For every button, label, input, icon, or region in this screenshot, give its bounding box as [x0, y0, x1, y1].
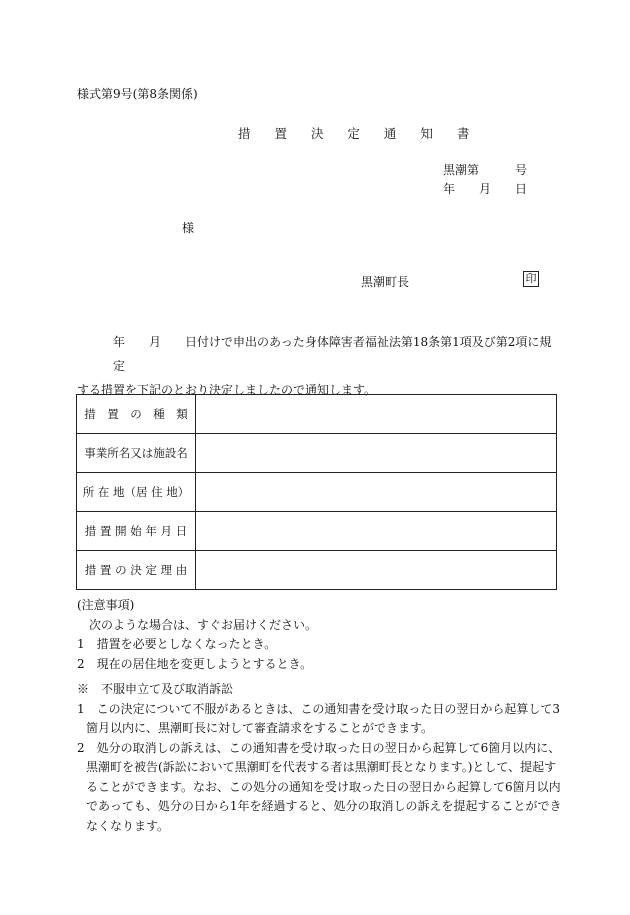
notes-item: 2 現在の居住地を変更しようとするとき。	[77, 656, 313, 671]
notes-intro: 次のような場合は、すぐお届けください。	[89, 617, 318, 632]
appeal-section	[77, 680, 562, 836]
appeal-line: 箇月以内に、黒潮町長に対して審査請求をすることができます。	[86, 721, 434, 735]
appeal-line: 黒潮町を被告(訴訟において黒潮町を代表する者は黒潮町長となります。)として、提起す	[86, 760, 557, 774]
table-row	[77, 551, 557, 590]
appeal-line: 2 処分の取消しの訴えは、この通知書を受け取った日の翌日から起算して6箇月以内に、	[77, 740, 561, 755]
measure-details-table	[76, 394, 557, 590]
table-row	[77, 434, 557, 473]
notes-item: 1 措置を必要としなくなったとき。	[77, 637, 277, 651]
appeal-line: であっても、処分の日から1年を経過すると、処分の取消しの訴えを提起することができ	[86, 799, 562, 813]
notes-heading: (注意事項)	[77, 598, 135, 612]
table-row	[77, 512, 557, 551]
appeal-line: ることができます。なお、この処分の通知を受け取った日の翌日から起算して6箇月以内	[86, 779, 561, 794]
issue-date: 年 月 日	[443, 182, 528, 196]
row-value-start-date	[196, 512, 557, 551]
row-label-measure-type: 措 置 の 種 類	[77, 395, 196, 434]
row-value-facility-name	[196, 434, 557, 473]
reference-number: 黒潮第 号	[443, 163, 528, 177]
row-label-start-date: 措 置 開 始 年 月 日	[77, 512, 196, 551]
row-label-facility-name: 事業所名又は施設名	[77, 434, 196, 473]
document-title: 措 置 決 定 通 知 書	[238, 126, 480, 141]
table-row	[77, 395, 557, 434]
sender-name: 黒潮町長	[361, 275, 410, 289]
body-line-2: する措置を下記のとおり決定しましたので通知します。	[77, 383, 377, 397]
row-value-location	[196, 473, 557, 512]
row-label-location: 所 在 地（居 住 地）	[77, 473, 196, 512]
row-label-decision-reason: 措 置 の 決 定 理 由	[77, 551, 196, 590]
notes-section	[77, 596, 557, 674]
notice-body	[77, 330, 557, 402]
body-line-1: 年 月 日付けで申出のあった身体障害者福祉法第18条第1項及び第2項に規定	[113, 335, 552, 373]
row-value-decision-reason	[196, 551, 557, 590]
addressee-honorific: 様	[182, 221, 195, 235]
appeal-line: なくなります。	[86, 818, 170, 833]
appeal-line: 1 この決定について不服があるときは、この通知書を受け取った日の翌日から起算して3	[77, 701, 561, 716]
appeal-heading: ※ 不服申立て及び取消訴訟	[77, 682, 234, 696]
form-number: 様式第9号(第8条関係)	[77, 87, 198, 101]
seal-stamp: 印	[523, 271, 539, 287]
table-row	[77, 473, 557, 512]
row-value-measure-type	[196, 395, 557, 434]
